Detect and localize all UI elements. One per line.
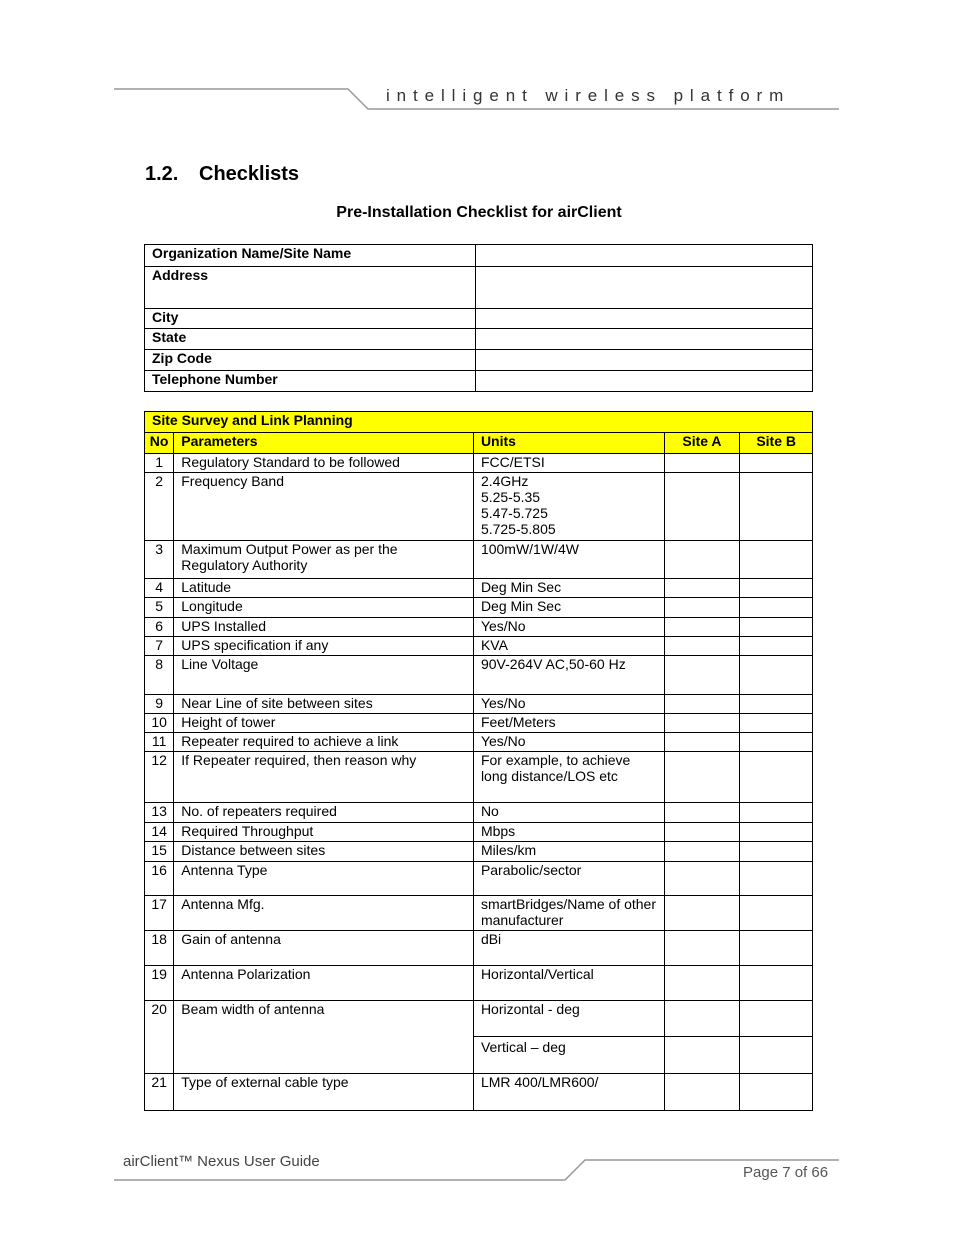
row-number: 16 <box>145 862 174 896</box>
row-units: LMR 400/LMR600/ <box>473 1074 664 1111</box>
row-parameter: Antenna Type <box>174 862 474 896</box>
site-b-cell[interactable] <box>740 803 813 823</box>
row-number: 15 <box>145 842 174 862</box>
row-value[interactable] <box>476 371 813 392</box>
site-a-cell[interactable] <box>664 618 740 637</box>
table-row <box>145 733 813 752</box>
column-header-no: No <box>145 433 174 454</box>
table-row <box>145 541 813 579</box>
site-b-cell[interactable] <box>740 598 813 618</box>
table-row <box>145 618 813 637</box>
table-row <box>145 714 813 733</box>
footer-doc-title: airClient™ Nexus User Guide <box>123 1153 320 1170</box>
site-a-cell[interactable] <box>664 579 740 598</box>
table-row <box>145 823 813 842</box>
row-label: City <box>145 309 476 329</box>
row-number: 2 <box>145 473 174 541</box>
site-b-cell[interactable] <box>740 541 813 579</box>
row-units: Yes/No <box>473 733 664 752</box>
row-units: Horizontal/Vertical <box>473 966 664 1001</box>
site-b-cell[interactable] <box>740 618 813 637</box>
site-b-cell[interactable] <box>740 752 813 803</box>
row-units: Yes/No <box>473 618 664 637</box>
row-number: 14 <box>145 823 174 842</box>
row-label: Telephone Number <box>145 371 476 392</box>
row-value[interactable] <box>476 245 813 267</box>
site-a-cell[interactable] <box>664 1001 740 1037</box>
row-number: 17 <box>145 896 174 931</box>
site-a-cell[interactable] <box>664 695 740 714</box>
row-units: Miles/km <box>473 842 664 862</box>
row-units: KVA <box>473 637 664 656</box>
column-header-parameters: Parameters <box>174 433 474 454</box>
survey-header-row <box>145 433 813 454</box>
table-row <box>145 350 813 371</box>
site-b-cell[interactable] <box>740 862 813 896</box>
row-number: 18 <box>145 931 174 966</box>
row-value[interactable] <box>476 309 813 329</box>
row-units: 100mW/1W/4W <box>473 541 664 579</box>
row-parameter: Regulatory Standard to be followed <box>174 454 474 473</box>
row-parameter: Repeater required to achieve a link <box>174 733 474 752</box>
site-a-cell[interactable] <box>664 803 740 823</box>
row-units: FCC/ETSI <box>473 454 664 473</box>
row-parameter: If Repeater required, then reason why <box>174 752 474 803</box>
row-number: 21 <box>145 1074 174 1111</box>
row-units: No <box>473 803 664 823</box>
row-parameter: Near Line of site between sites <box>174 695 474 714</box>
site-b-cell[interactable] <box>740 823 813 842</box>
row-parameter: Line Voltage <box>174 656 474 695</box>
row-label: State <box>145 329 476 350</box>
site-b-cell[interactable] <box>740 656 813 695</box>
table-row <box>145 931 813 966</box>
site-a-cell[interactable] <box>664 598 740 618</box>
section-heading <box>145 163 299 186</box>
row-label: Organization Name/Site Name <box>145 245 476 267</box>
row-units: Feet/Meters <box>473 714 664 733</box>
site-b-cell[interactable] <box>740 1074 813 1111</box>
row-parameter: Distance between sites <box>174 842 474 862</box>
row-number: 11 <box>145 733 174 752</box>
site-a-cell[interactable] <box>664 823 740 842</box>
row-units: smartBridges/Name of other manufacturer <box>473 896 664 931</box>
table-row <box>145 695 813 714</box>
checklist-title: Pre-Installation Checklist for airClient <box>336 204 622 221</box>
site-a-cell[interactable] <box>664 541 740 579</box>
row-value[interactable] <box>476 267 813 309</box>
site-b-cell[interactable] <box>740 473 813 541</box>
row-number: 8 <box>145 656 174 695</box>
site-b-cell[interactable] <box>740 714 813 733</box>
column-header-site-b: Site B <box>740 433 813 454</box>
site-a-cell[interactable] <box>664 1074 740 1111</box>
row-label: Address <box>145 267 476 309</box>
column-header-units: Units <box>473 433 664 454</box>
row-number: 9 <box>145 695 174 714</box>
site-a-cell[interactable] <box>664 842 740 862</box>
table-row <box>145 473 813 541</box>
site-b-cell[interactable] <box>740 931 813 966</box>
survey-body <box>145 454 813 1111</box>
column-header-site-a: Site A <box>664 433 740 454</box>
section-title: Checklists <box>199 163 300 185</box>
row-parameter: Required Throughput <box>174 823 474 842</box>
row-units: 2.4GHz 5.25-5.35 5.47-5.725 5.725-5.805 <box>473 473 664 541</box>
site-b-cell[interactable] <box>740 1001 813 1037</box>
table-row <box>145 1074 813 1111</box>
table-row <box>145 656 813 695</box>
site-a-cell[interactable] <box>664 473 740 541</box>
site-b-cell[interactable] <box>740 896 813 931</box>
site-a-cell[interactable] <box>664 931 740 966</box>
table-row <box>145 637 813 656</box>
row-parameter: Maximum Output Power as per the Regulatory Authority <box>174 541 474 579</box>
table-row <box>145 245 813 267</box>
site-a-cell[interactable] <box>664 1037 740 1074</box>
section-number: 1.2. <box>145 163 179 185</box>
table-row <box>145 862 813 896</box>
row-parameter: Height of tower <box>174 714 474 733</box>
row-number: 20 <box>145 1001 174 1074</box>
site-b-cell[interactable] <box>740 454 813 473</box>
site-a-cell[interactable] <box>664 862 740 896</box>
site-b-cell[interactable] <box>740 966 813 1001</box>
row-units: Deg Min Sec <box>473 598 664 618</box>
site-b-cell[interactable] <box>740 733 813 752</box>
table-row <box>145 309 813 329</box>
table-row <box>145 598 813 618</box>
row-number: 4 <box>145 579 174 598</box>
row-number: 12 <box>145 752 174 803</box>
row-units: Deg Min Sec <box>473 579 664 598</box>
site-b-cell[interactable] <box>740 579 813 598</box>
table-row <box>145 752 813 803</box>
row-number: 7 <box>145 637 174 656</box>
site-a-cell[interactable] <box>664 733 740 752</box>
table-row <box>145 966 813 1001</box>
site-survey-table <box>144 411 813 1111</box>
row-number: 19 <box>145 966 174 1001</box>
table-row <box>145 454 813 473</box>
table-row <box>145 803 813 823</box>
site-b-cell[interactable] <box>740 637 813 656</box>
site-a-cell[interactable] <box>664 454 740 473</box>
row-units: Parabolic/sector <box>473 862 664 896</box>
row-units: Yes/No <box>473 695 664 714</box>
row-units: For example, to achieve long distance/LOS etc <box>473 752 664 803</box>
header-tagline: intelligent wireless platform <box>386 86 791 105</box>
row-number: 6 <box>145 618 174 637</box>
table-row <box>145 329 813 350</box>
row-parameter: Beam width of antenna <box>174 1001 474 1074</box>
row-units: 90V-264V AC,50-60 Hz <box>473 656 664 695</box>
row-parameter: Gain of antenna <box>174 931 474 966</box>
site-a-cell[interactable] <box>664 752 740 803</box>
row-label: Zip Code <box>145 350 476 371</box>
row-number: 13 <box>145 803 174 823</box>
row-parameter: UPS specification if any <box>174 637 474 656</box>
site-a-cell[interactable] <box>664 714 740 733</box>
survey-title-row <box>145 412 813 433</box>
row-parameter: No. of repeaters required <box>174 803 474 823</box>
row-parameter: Antenna Polarization <box>174 966 474 1001</box>
row-number: 5 <box>145 598 174 618</box>
table-row <box>145 842 813 862</box>
table-row <box>145 1001 813 1037</box>
row-parameter: UPS Installed <box>174 618 474 637</box>
site-b-cell[interactable] <box>740 1037 813 1074</box>
site-a-cell[interactable] <box>664 656 740 695</box>
table-row <box>145 267 813 309</box>
site-b-cell[interactable] <box>740 695 813 714</box>
site-a-cell[interactable] <box>664 896 740 931</box>
row-number: 1 <box>145 454 174 473</box>
table-row <box>145 896 813 931</box>
row-value[interactable] <box>476 350 813 371</box>
row-number: 10 <box>145 714 174 733</box>
site-info-table <box>144 244 813 392</box>
row-units: Mbps <box>473 823 664 842</box>
row-parameter: Type of external cable type <box>174 1074 474 1111</box>
row-number: 3 <box>145 541 174 579</box>
survey-title: Site Survey and Link Planning <box>145 412 813 433</box>
site-a-cell[interactable] <box>664 637 740 656</box>
row-value[interactable] <box>476 329 813 350</box>
row-parameter: Frequency Band <box>174 473 474 541</box>
footer-page-number: Page 7 of 66 <box>743 1164 829 1181</box>
table-row <box>145 579 813 598</box>
row-units-secondary: Vertical – deg <box>473 1037 664 1074</box>
row-units: dBi <box>473 931 664 966</box>
site-a-cell[interactable] <box>664 966 740 1001</box>
row-parameter: Antenna Mfg. <box>174 896 474 931</box>
row-parameter: Longitude <box>174 598 474 618</box>
row-parameter: Latitude <box>174 579 474 598</box>
site-b-cell[interactable] <box>740 842 813 862</box>
table-row <box>145 371 813 392</box>
row-units: Horizontal - deg <box>473 1001 664 1037</box>
